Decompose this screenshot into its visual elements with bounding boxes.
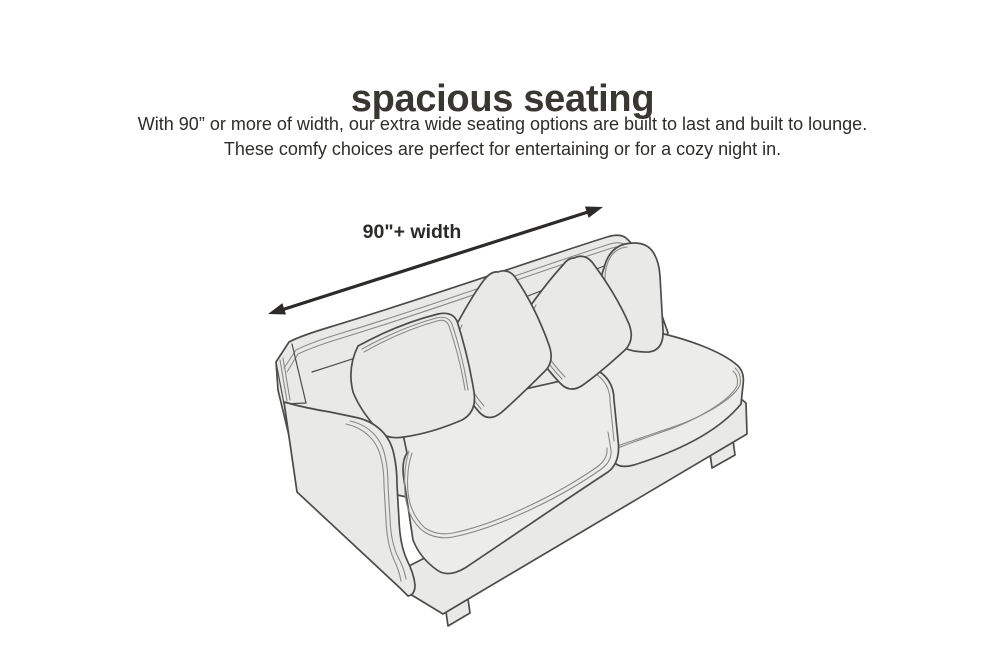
description-line-1: With 90” or more of width, our extra wide seating options are built to last and built to lounge. — [137, 114, 868, 134]
width-dimension-label: 90"+ width — [362, 221, 462, 243]
arrow-head-left — [268, 303, 286, 314]
page-title: spacious seating — [350, 78, 655, 121]
sofa-illustration — [276, 235, 747, 626]
arrow-head-right — [585, 207, 603, 218]
description-line-2: These comfy choices are perfect for entertaining or for a cozy night in. — [223, 139, 782, 159]
